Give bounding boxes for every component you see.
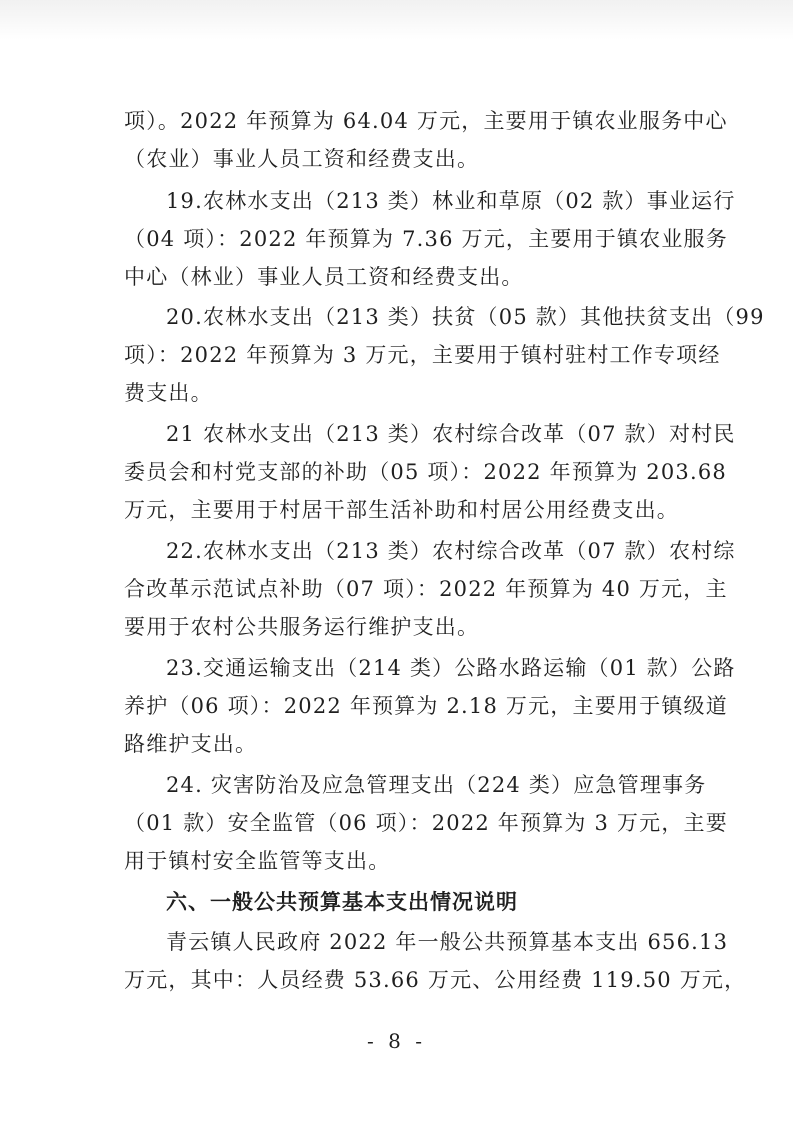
- text-line: 24. 灾害防治及应急管理支出（224 类）应急管理事务: [166, 773, 707, 797]
- text-line: 22.农林水支出（213 类）农村综合改革（07 款）农村综: [166, 539, 736, 563]
- text-line: 中心（林业）事业人员工资和经费支出。: [124, 265, 524, 289]
- text-line: 合改革示范试点补助（07 项）：2022 年预算为 40 万元，主: [124, 577, 728, 601]
- text-line: 费支出。: [124, 381, 213, 405]
- section-heading: 六、一般公共预算基本支出情况说明: [166, 890, 518, 914]
- text-line: （01 款）安全监管（06 项）：2022 年预算为 3 万元，主要: [124, 811, 728, 835]
- text-line: 项）：2022 年预算为 3 万元，主要用于镇村驻村工作专项经: [124, 343, 721, 367]
- text-line: 万元，其中：人员经费 53.66 万元、公用经费 119.50 万元，: [124, 968, 747, 992]
- text-line: 要用于农村公共服务运行维护支出。: [124, 615, 480, 639]
- text-line: 项）。2022 年预算为 64.04 万元，主要用于镇农业服务中心: [124, 109, 728, 133]
- text-line: 19.农林水支出（213 类）林业和草原（02 款）事业运行: [166, 189, 736, 213]
- text-line: 养护（06 项）：2022 年预算为 2.18 万元，主要用于镇级道: [124, 694, 728, 718]
- text-line: 20.农林水支出（213 类）扶贫（05 款）其他扶贫支出（99: [166, 305, 765, 329]
- page-number: - 8 -: [367, 1029, 426, 1053]
- text-line: 委员会和村党支部的补助（05 项）：2022 年预算为 203.68: [124, 460, 727, 484]
- text-line: 万元，主要用于村居干部生活补助和村居公用经费支出。: [124, 498, 679, 522]
- text-line: （农业）事业人员工资和经费支出。: [124, 147, 480, 171]
- text-line: 青云镇人民政府 2022 年一般公共预算基本支出 656.13: [166, 930, 729, 954]
- text-line: 21 农林水支出（213 类）农村综合改革（07 款）对村民: [166, 422, 736, 446]
- text-line: 23.交通运输支出（214 类）公路水路运输（01 款）公路: [166, 656, 736, 680]
- text-line: （04 项）：2022 年预算为 7.36 万元，主要用于镇农业服务: [124, 227, 728, 251]
- text-line: 路维护支出。: [124, 732, 258, 756]
- text-line: 用于镇村安全监管等支出。: [124, 849, 391, 873]
